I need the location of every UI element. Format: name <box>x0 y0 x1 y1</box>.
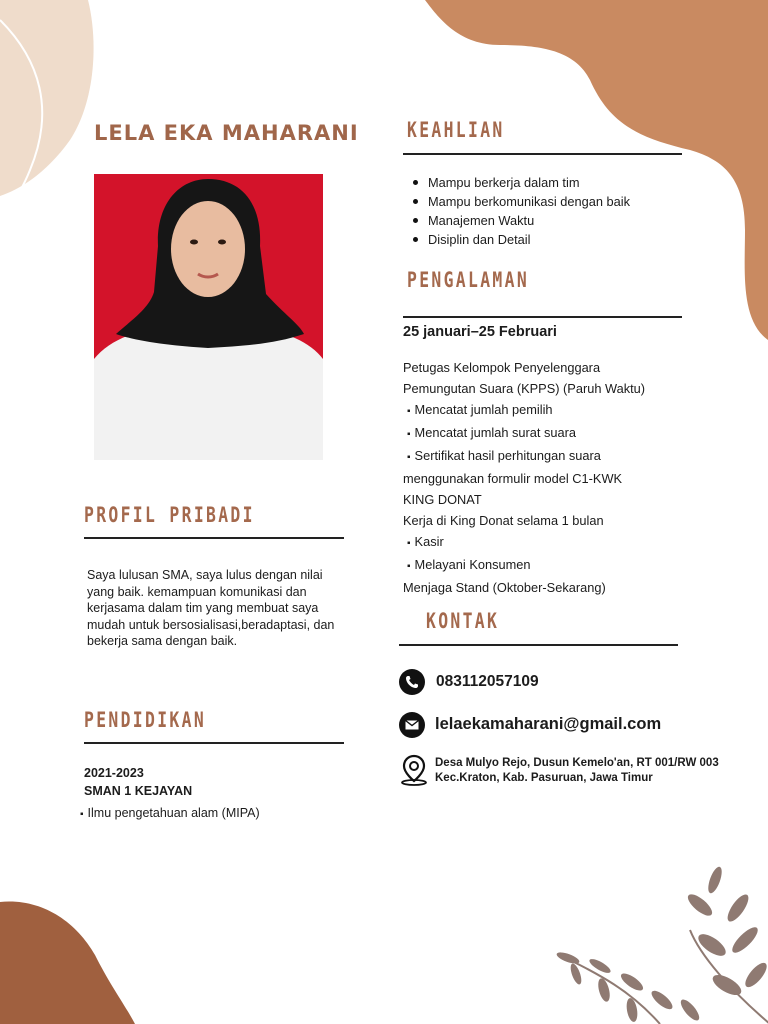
leaf-branch-icon <box>555 865 768 1024</box>
experience-list <box>403 357 645 598</box>
profile-heading: PROFIL PRIBADI <box>84 503 255 527</box>
contact-heading: KONTAK <box>426 609 500 633</box>
experience-heading: PENGALAMAN <box>407 268 530 292</box>
list-item-text: Kasir <box>414 534 444 549</box>
list-item: Mampu berkerja dalam tim <box>412 173 630 192</box>
education-block <box>84 764 192 800</box>
email-icon <box>399 712 425 738</box>
list-item: Manajemen Waktu <box>412 211 630 230</box>
list-item <box>403 531 645 554</box>
phone-number[interactable]: 083112057109 <box>436 673 539 690</box>
list-item: KING DONAT <box>403 492 482 507</box>
top-left-blob <box>0 0 94 196</box>
list-item <box>403 422 645 445</box>
list-item: Petugas Kelompok Penyelenggara <box>403 360 601 375</box>
address-line-1: Desa Mulyo Rejo, Dusun Kemelo'an, RT 001/RW 003 <box>435 757 719 769</box>
skills-heading: KEAHLIAN <box>407 118 505 142</box>
education-divider <box>84 742 344 744</box>
education-major-text: Ilmu pengetahuan alam (MIPA) <box>87 806 260 820</box>
phone-icon <box>399 669 425 695</box>
list-item-text: Mencatat jumlah surat suara <box>414 425 577 440</box>
address-line-2: Kec.Kraton, Kab. Pasuruan, Jawa Timur <box>435 772 653 784</box>
list-item-text: Melayani Konsumen <box>414 557 531 572</box>
list-item <box>403 554 645 577</box>
education-years: 2021-2023 <box>84 766 144 780</box>
list-item: Kerja di King Donat selama 1 bulan <box>403 513 604 528</box>
profile-divider <box>84 537 344 539</box>
list-item: Disiplin dan Detail <box>412 230 630 249</box>
contact-divider <box>399 644 678 646</box>
education-heading: PENDIDIKAN <box>84 708 207 732</box>
profile-text: Saya lulusan SMA, saya lulus dengan nilai yang baik. kemampuan komunikasi dan kerjasama dalam tim yang membuat saya mudah untuk bersosialisasi,beradaptasi, dan bekerja sama dengan baik. <box>87 568 335 648</box>
person-name: LELA EKA MAHARANI <box>94 121 359 145</box>
list-item <box>403 399 645 422</box>
address <box>435 756 719 786</box>
bottom-left-blob <box>0 902 135 1024</box>
profile-photo <box>94 174 323 460</box>
skills-list <box>412 173 630 249</box>
list-item: Menjaga Stand (Oktober-Sekarang) <box>403 580 606 595</box>
list-item: Mampu berkomunikasi dengan baik <box>412 192 630 211</box>
education-school: SMAN 1 KEJAYAN <box>84 784 193 798</box>
portrait-illustration <box>94 174 323 460</box>
list-item: menggunakan formulir model C1-KWK <box>403 471 623 486</box>
experience-divider <box>403 316 682 318</box>
list-item-text: Mencatat jumlah pemilih <box>414 402 553 417</box>
list-item: Pemungutan Suara (KPPS) (Paruh Waktu) <box>403 381 646 396</box>
list-item <box>403 445 645 468</box>
education-major <box>80 806 260 820</box>
experience-date: 25 januari–25 Februari <box>403 324 557 340</box>
list-item-text: Sertifikat hasil perhitungan suara <box>414 448 601 463</box>
location-icon <box>399 754 429 786</box>
skills-divider <box>403 153 682 155</box>
email-address[interactable]: lelaekamaharani@gmail.com <box>435 715 662 733</box>
